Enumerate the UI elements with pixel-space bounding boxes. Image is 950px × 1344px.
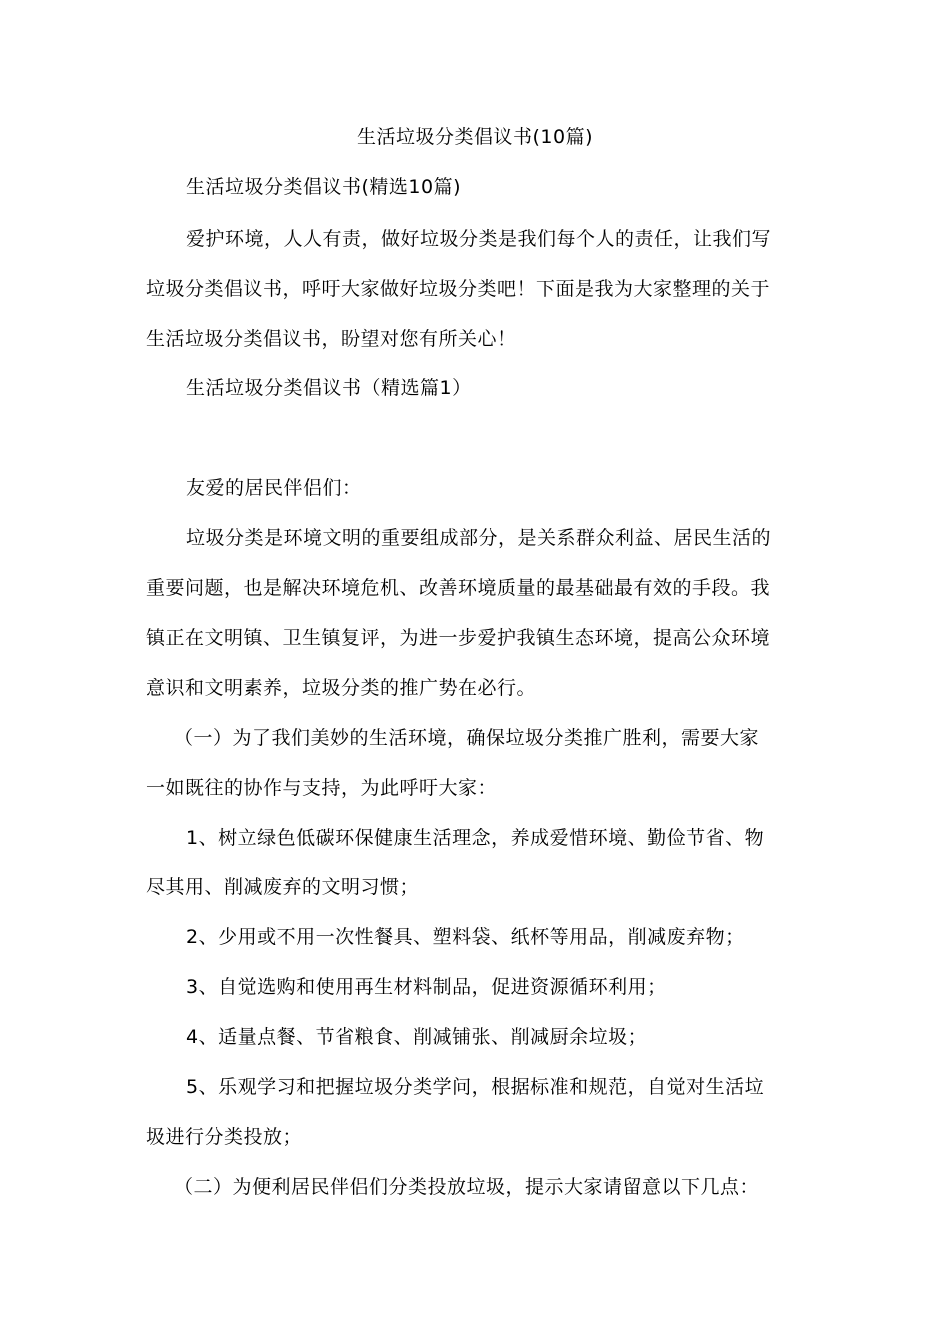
item5-line-2: 圾进行分类投放； <box>146 1126 303 1148</box>
item4: 4、适量点餐、节省粮食、削减铺张、削减厨余垃圾； <box>186 1026 648 1048</box>
document-subtitle: 生活垃圾分类倡议书(精选10篇) <box>186 176 462 198</box>
greeting: 友爱的居民伴侣们： <box>186 477 362 499</box>
item1-line-2: 尽其用、削减废弃的文明习惯； <box>146 876 420 898</box>
part1-line-1: （一）为了我们美妙的生活环境，确保垃圾分类推广胜利，需要大家 <box>174 727 760 749</box>
intro-line-3: 生活垃圾分类倡议书，盼望对您有所关心！ <box>146 328 517 350</box>
document-title: 生活垃圾分类倡议书(10篇) <box>356 126 593 148</box>
item5-line-1: 5、乐观学习和把握垃圾分类学问，根据标准和规范，自觉对生活垃 <box>186 1076 765 1098</box>
para1-line-2: 重要问题，也是解决环境危机、改善环境质量的最基础最有效的手段。我 <box>146 577 771 599</box>
part2: （二）为便利居民伴侣们分类投放垃圾，提示大家请留意以下几点： <box>174 1176 760 1198</box>
para1-line-1: 垃圾分类是环境文明的重要组成部分，是关系群众利益、居民生活的 <box>186 527 772 549</box>
para1-line-4: 意识和文明素养，垃圾分类的推广势在必行。 <box>146 677 537 699</box>
item2: 2、少用或不用一次性餐具、塑料袋、纸杯等用品，削减废弃物； <box>186 926 745 948</box>
intro-line-2: 垃圾分类倡议书，呼吁大家做好垃圾分类吧！下面是我为大家整理的关于 <box>146 278 771 300</box>
item3: 3、自觉选购和使用再生材料制品，促进资源循环利用； <box>186 976 667 998</box>
para1-line-3: 镇正在文明镇、卫生镇复评，为进一步爱护我镇生态环境，提高公众环境 <box>146 627 771 649</box>
section-title: 生活垃圾分类倡议书（精选篇1） <box>186 377 472 399</box>
item1-line-1: 1、树立绿色低碳环保健康生活理念，养成爱惜环境、勤俭节省、物 <box>186 827 765 849</box>
part1-line-2: 一如既往的协作与支持，为此呼吁大家： <box>146 777 498 799</box>
intro-line-1: 爱护环境，人人有责，做好垃圾分类是我们每个人的责任，让我们写 <box>186 228 772 250</box>
